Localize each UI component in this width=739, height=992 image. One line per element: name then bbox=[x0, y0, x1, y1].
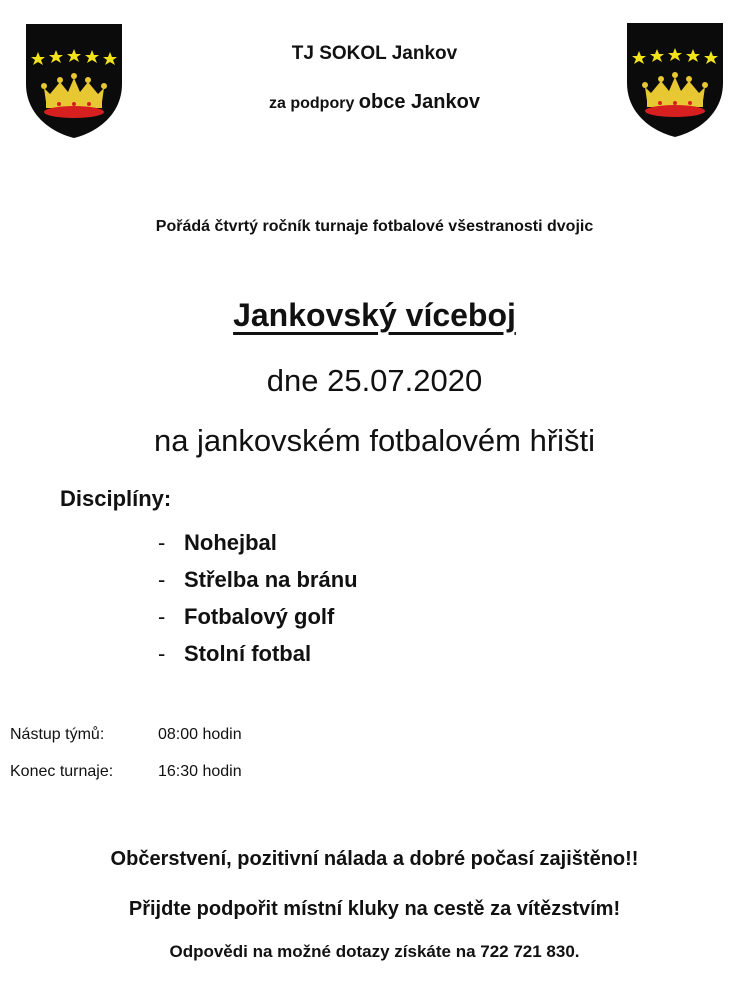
sponsor-line bbox=[0, 91, 739, 114]
list-item bbox=[158, 530, 358, 567]
start-time-label: Nástup týmů: bbox=[10, 726, 105, 743]
end-time-value: 16:30 hodin bbox=[158, 763, 242, 780]
list-item bbox=[158, 604, 358, 641]
discipline-label: Nohejbal bbox=[184, 530, 277, 555]
event-title-text: Jankovský víceboj bbox=[233, 297, 516, 333]
discipline-label: Fotbalový golf bbox=[184, 604, 335, 629]
refreshments-note: Občerstvení, pozitivní nálada a dobré počasí zajištěno!! bbox=[110, 848, 639, 870]
disciplines-heading: Disciplíny: bbox=[60, 486, 172, 511]
disciplines-list bbox=[158, 530, 358, 678]
sponsor-name: obce Jankov bbox=[358, 91, 480, 113]
organization-name: TJ SOKOL Jankov bbox=[291, 43, 458, 64]
sponsor-prefix: za podpory bbox=[269, 95, 359, 112]
coat-of-arms-right-icon bbox=[625, 21, 725, 139]
support-invitation: Přijdte podpořit místní kluky na cestě za vítězstvím! bbox=[128, 898, 621, 920]
end-time-label: Konec turnaje: bbox=[10, 763, 114, 780]
coat-of-arms-left-icon bbox=[24, 22, 124, 140]
intro-text: Pořádá čtvrtý ročník turnaje fotbalové všestranosti dvojic bbox=[155, 218, 594, 235]
bullet-dash: - bbox=[158, 530, 166, 555]
event-place: na jankovském fotbalovém hřišti bbox=[153, 423, 596, 458]
list-item bbox=[158, 567, 358, 604]
bullet-dash: - bbox=[158, 567, 166, 592]
bullet-dash: - bbox=[158, 604, 166, 629]
bullet-dash: - bbox=[158, 641, 166, 666]
list-item bbox=[158, 641, 358, 678]
discipline-label: Střelba na bránu bbox=[184, 567, 358, 592]
event-title bbox=[0, 297, 739, 334]
discipline-label: Stolní fotbal bbox=[184, 641, 312, 666]
event-date: dne 25.07.2020 bbox=[266, 363, 483, 398]
contact-info: Odpovědi na možné dotazy získáte na 722 721 830. bbox=[169, 942, 580, 961]
start-time-value: 08:00 hodin bbox=[158, 726, 242, 743]
